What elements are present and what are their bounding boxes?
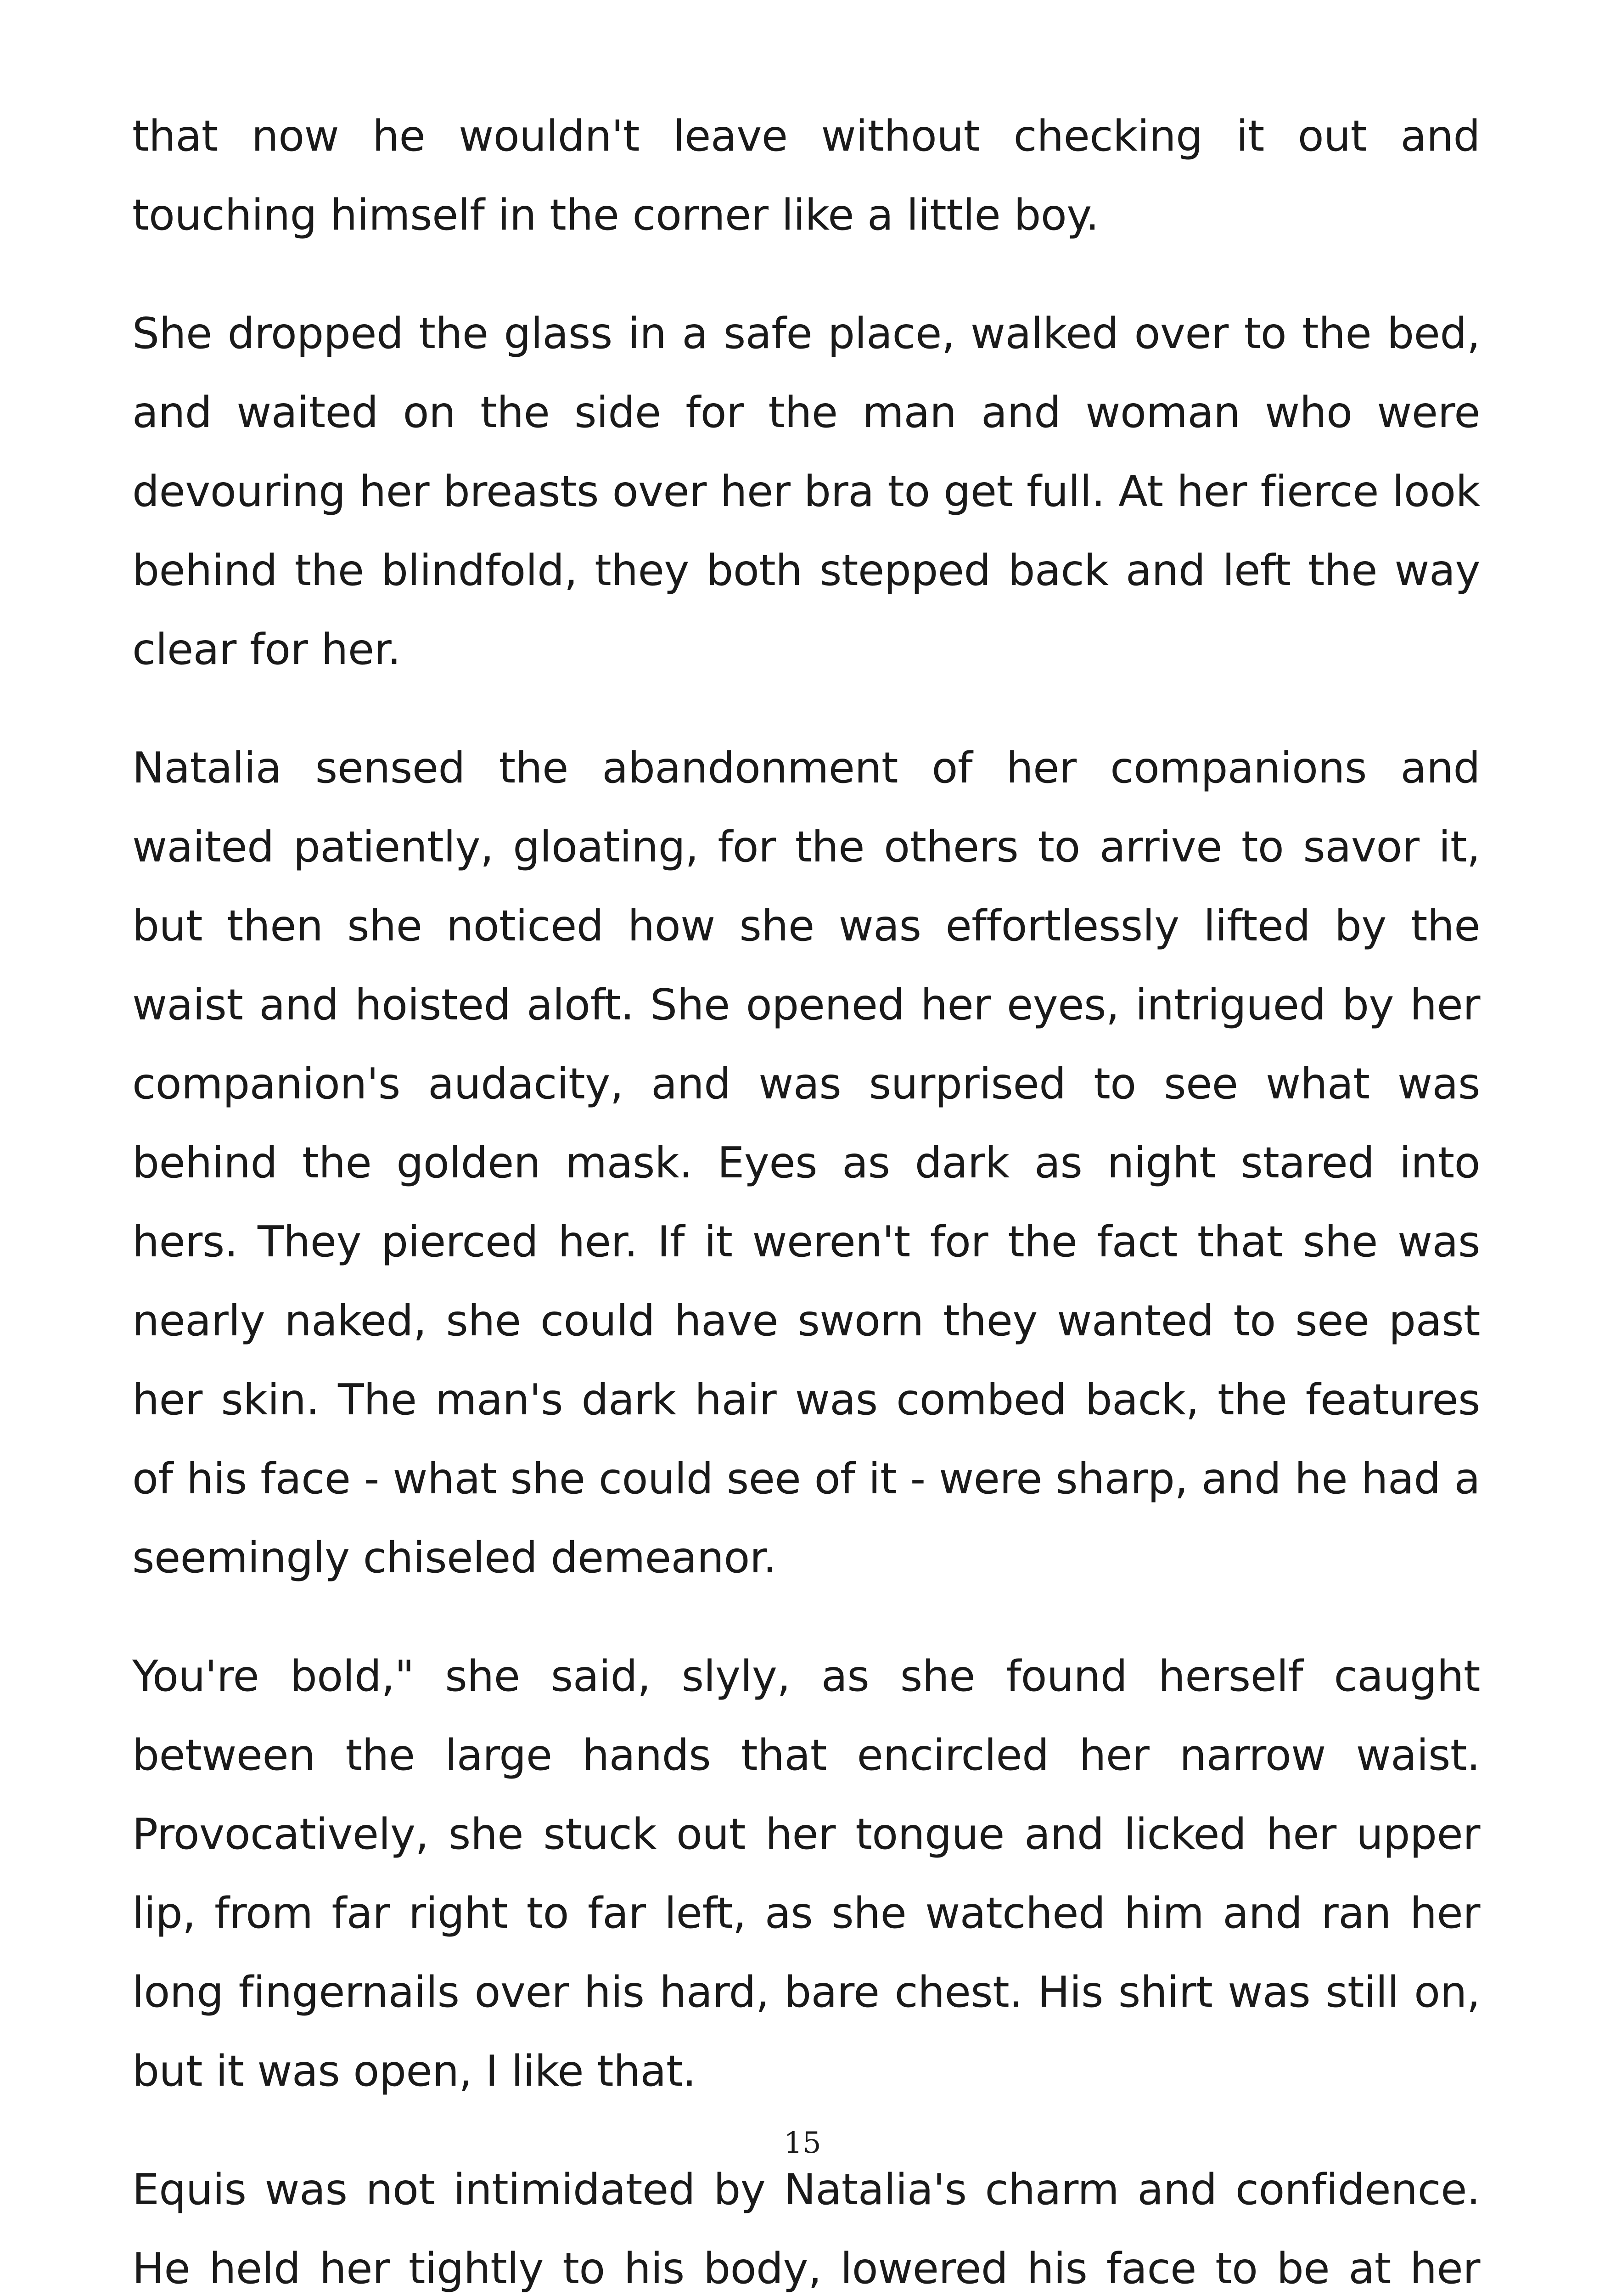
body-text <box>132 96 1480 2296</box>
paragraph-4: You're bold," she said, slyly, as she found herself caught between the large hands that encircled her narrow waist. Provocatively, she stuck out her tongue and licked her upper lip, from far right to far left, as she watched him and ran her long fingernails over his hard, bare chest. His shirt was still on, but it was open, I like that. <box>132 1651 1480 2096</box>
paragraph-2: She dropped the glass in a safe place, walked over to the bed, and waited on the side for the man and woman who were devouring her breasts over her bra to get full. At her fierce look behind the blindfold, they both stepped back and left the way clear for her. <box>132 309 1480 674</box>
paragraph-5: Equis was not intimidated by Natalia's charm and confidence. He held her tightly to his body, lowered his face to be at her <box>132 2165 1480 2293</box>
paragraph-1: that now he wouldn't leave without checking it out and touching himself in the corner like a little boy. <box>132 111 1480 240</box>
paragraph-3: Natalia sensed the abandonment of her companions and waited patiently, gloating, for the others to arrive to savor it, but then she noticed how she was effortlessly lifted by the waist and hoisted aloft. She opened her eyes, intrigued by her companion's audacity, and was surprised to see what was behind the golden mask. Eyes as dark as night stared into hers. They pierced her. If it weren't for the fact that she was nearly naked, she could have sworn they wanted to see past her skin. The man's dark hair was combed back, the features of his face - what she could see of it - were sharp, and he had a seemingly chiseled demeanor. <box>132 743 1480 1582</box>
page-number: 15 <box>784 2126 821 2160</box>
